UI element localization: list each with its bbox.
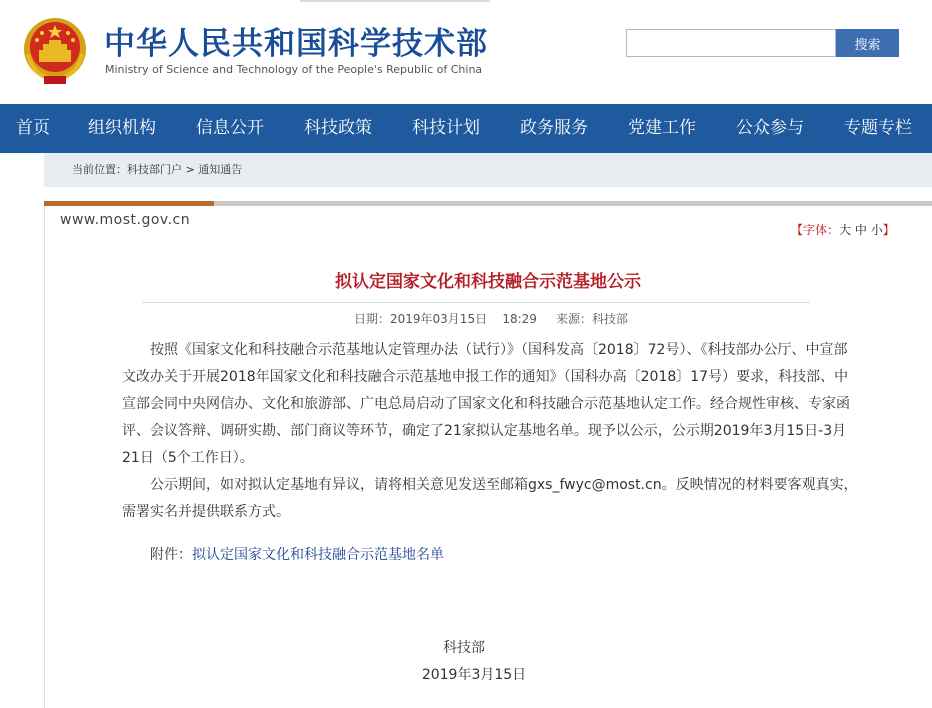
font-size-control <box>791 223 895 238</box>
font-size-label: 【字体： <box>791 223 840 237</box>
site-url-mark: www.most.gov.cn <box>60 212 191 228</box>
main-nav <box>0 104 932 153</box>
font-size-label-close: 】 <box>882 223 895 237</box>
site-subtitle: Ministry of Science and Technology of the People's Republic of China <box>105 63 483 76</box>
title-divider <box>142 302 810 303</box>
font-size-small[interactable]: 小 <box>870 223 883 237</box>
signature-date: 2019年3月15日 <box>421 667 527 683</box>
breadcrumb-prefix: 当前位置： <box>72 163 127 176</box>
signature-org: 科技部 <box>443 640 485 656</box>
nav-item-services[interactable]: 政务服务 <box>520 118 588 138</box>
search-input[interactable] <box>626 29 836 57</box>
national-emblem-icon <box>22 16 88 86</box>
breadcrumb-link-notices[interactable]: 通知通告 <box>198 163 243 176</box>
font-size-medium[interactable]: 中 <box>854 223 867 237</box>
article-title: 拟认定国家文化和科技融合示范基地公示 <box>335 272 641 292</box>
site-title: 中华人民共和国科学技术部 <box>104 26 488 62</box>
breadcrumb-link-portal[interactable]: 科技部门户 <box>127 163 182 176</box>
search-button[interactable]: 搜索 <box>836 29 899 57</box>
site-header <box>0 0 932 104</box>
nav-item-programs[interactable]: 科技计划 <box>412 118 480 138</box>
nav-item-policy[interactable]: 科技政策 <box>304 118 372 138</box>
font-size-large[interactable]: 大 <box>839 223 852 237</box>
article-paragraph: 公示期间，如对拟认定基地有异议，请将相关意见发送至邮箱gxs_fwyc@most.cn。反映情况的材料要客观真实，需署实名并提供联系方式。 <box>122 477 858 520</box>
breadcrumb <box>72 163 242 177</box>
attachment-line <box>150 542 444 569</box>
article-meta: 日期：2019年03月15日 18:29 来源：科技部 <box>354 312 628 326</box>
attachment-label: 附件： <box>150 547 192 563</box>
nav-item-home[interactable]: 首页 <box>16 118 50 138</box>
nav-item-party[interactable]: 党建工作 <box>628 118 696 138</box>
top-strip <box>300 0 490 2</box>
attachment-link[interactable]: 拟认定国家文化和科技融合示范基地名单 <box>192 547 444 563</box>
nav-item-topics[interactable]: 专题专栏 <box>844 118 912 138</box>
breadcrumb-separator: > <box>182 163 199 176</box>
nav-item-organization[interactable]: 组织机构 <box>88 118 156 138</box>
nav-item-public[interactable]: 公众参与 <box>736 118 804 138</box>
nav-item-information[interactable]: 信息公开 <box>196 118 264 138</box>
article-paragraph: 按照《国家文化和科技融合示范基地认定管理办法（试行）》（国科发高〔2018〕72号）、《科技部办公厅、中宣部文改办关于开展2018年国家文化和科技融合示范基地申报工作的通知》（国科办高〔2018〕17号）要求，科技部、中宣部会同中央网信办、文化和旅游部、广电总局启动了国家文化和科技融合示范基地认定工作。经合规性审核、专家函评、会议答辩、调研实勘、部门商议等环节，确定了21家拟认定基地名单。现予以公示，公示期2019年3月15日-3月21日（5个工作日）。 <box>122 342 850 466</box>
